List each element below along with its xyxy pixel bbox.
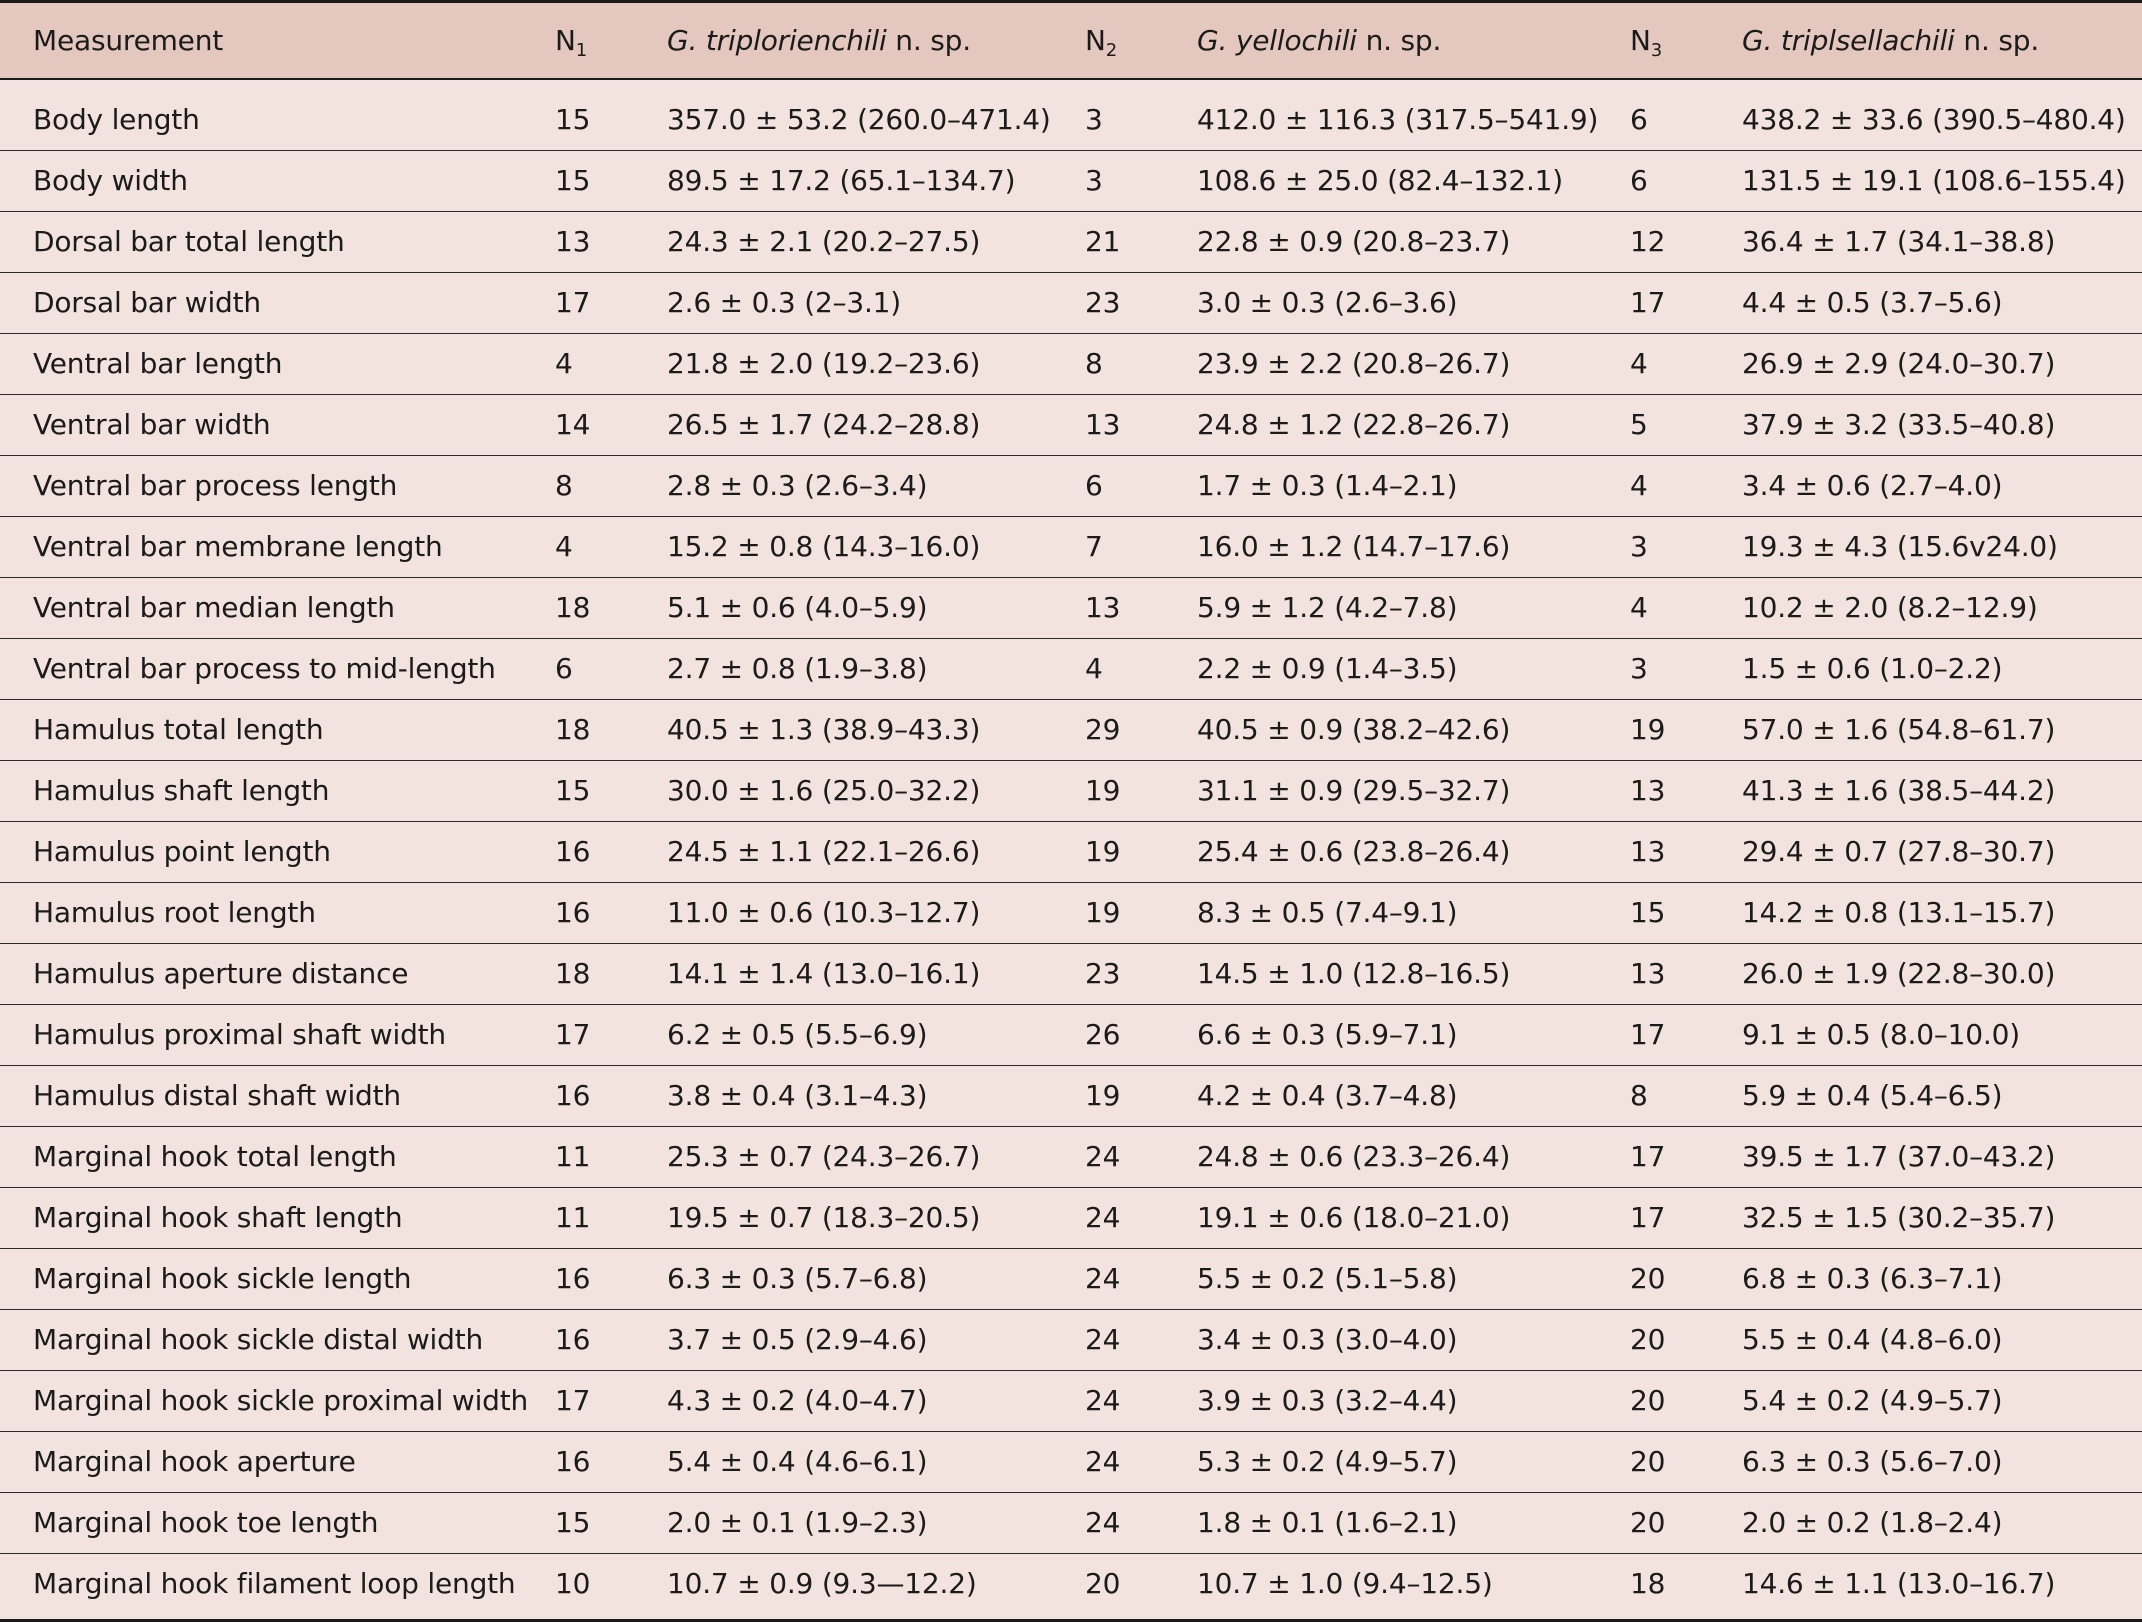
species2-value-cell: 24.8 ± 1.2 (22.8–26.7) — [1197, 408, 1511, 441]
n3-cell: 4 — [1630, 469, 1648, 502]
species1-value-cell: 357.0 ± 53.2 (260.0–471.4) — [667, 102, 1051, 136]
n2-cell: 24 — [1085, 1323, 1121, 1356]
table-row — [0, 1248, 2142, 1309]
species3-value-cell: 32.5 ± 1.5 (30.2–35.7) — [1742, 1201, 2056, 1234]
n1-cell: 16 — [555, 896, 591, 929]
n1-cell: 16 — [555, 1079, 591, 1112]
header-spacer — [0, 79, 2142, 89]
n2-cell: 19 — [1085, 835, 1121, 868]
table-row — [0, 394, 2142, 455]
species1-value-cell: 24.5 ± 1.1 (22.1–26.6) — [667, 835, 981, 868]
header-species-3: G. triplsellachili n. sp. — [1742, 24, 2040, 57]
measurement-cell: Ventral bar process to mid-length — [33, 652, 496, 685]
n1-cell: 15 — [555, 164, 591, 197]
table-row — [0, 89, 2142, 150]
n3-cell: 6 — [1630, 102, 1648, 136]
n1-cell: 15 — [555, 102, 591, 136]
measurement-cell: Marginal hook total length — [33, 1140, 397, 1173]
measurement-cell: Hamulus shaft length — [33, 774, 330, 807]
header-n3: $N_3$ — [1630, 24, 1663, 61]
species1-value-cell: 10.7 ± 0.9 (9.3—12.2) — [667, 1567, 977, 1601]
species3-value-cell: 39.5 ± 1.7 (37.0–43.2) — [1742, 1140, 2056, 1173]
measurement-cell: Marginal hook sickle distal width — [33, 1323, 484, 1356]
n3-cell: 17 — [1630, 286, 1666, 319]
species3-value-cell: 29.4 ± 0.7 (27.8–30.7) — [1742, 835, 2056, 868]
table-row — [0, 1431, 2142, 1492]
n3-cell: 20 — [1630, 1506, 1666, 1539]
header-n2: $N_2$ — [1085, 24, 1118, 61]
n1-cell: 4 — [555, 347, 573, 380]
n2-cell: 13 — [1085, 408, 1121, 441]
species1-value-cell: 3.8 ± 0.4 (3.1–4.3) — [667, 1079, 928, 1112]
n3-cell: 3 — [1630, 652, 1648, 685]
measurement-cell: Marginal hook sickle length — [33, 1262, 412, 1295]
n2-cell: 3 — [1085, 102, 1103, 136]
species3-value-cell: 26.0 ± 1.9 (22.8–30.0) — [1742, 957, 2056, 990]
measurement-cell: Hamulus total length — [33, 713, 324, 746]
measurement-cell: Dorsal bar width — [33, 286, 261, 319]
species2-value-cell: 1.8 ± 0.1 (1.6–2.1) — [1197, 1506, 1458, 1539]
species1-value-cell: 14.1 ± 1.4 (13.0–16.1) — [667, 957, 981, 990]
measurement-cell: Marginal hook shaft length — [33, 1201, 403, 1234]
n2-cell: 3 — [1085, 164, 1103, 197]
n1-cell: 14 — [555, 408, 591, 441]
n3-cell: 18 — [1630, 1567, 1666, 1601]
n3-cell: 3 — [1630, 530, 1648, 563]
n1-cell: 4 — [555, 530, 573, 563]
measurement-cell: Hamulus proximal shaft width — [33, 1018, 446, 1051]
n1-cell: 17 — [555, 1018, 591, 1051]
n3-cell: 5 — [1630, 408, 1648, 441]
n2-cell: 24 — [1085, 1262, 1121, 1295]
header-row — [0, 3, 2142, 79]
species2-value-cell: 8.3 ± 0.5 (7.4–9.1) — [1197, 896, 1458, 929]
species2-value-cell: 5.5 ± 0.2 (5.1–5.8) — [1197, 1262, 1458, 1295]
table-row — [0, 1126, 2142, 1187]
n2-cell: 6 — [1085, 469, 1103, 502]
species3-value-cell: 6.3 ± 0.3 (5.6–7.0) — [1742, 1445, 2003, 1478]
measurement-cell: Ventral bar median length — [33, 591, 395, 624]
table-row — [0, 211, 2142, 272]
species2-value-cell: 40.5 ± 0.9 (38.2–42.6) — [1197, 713, 1511, 746]
species1-value-cell: 89.5 ± 17.2 (65.1–134.7) — [667, 164, 1016, 197]
measurement-cell: Ventral bar width — [33, 408, 271, 441]
n2-cell: 23 — [1085, 957, 1121, 990]
header-species-2: G. yellochili n. sp. — [1197, 24, 1442, 57]
species2-value-cell: 4.2 ± 0.4 (3.7–4.8) — [1197, 1079, 1458, 1112]
n1-cell: 16 — [555, 835, 591, 868]
n2-cell: 8 — [1085, 347, 1103, 380]
table-row — [0, 882, 2142, 943]
species1-value-cell: 11.0 ± 0.6 (10.3–12.7) — [667, 896, 981, 929]
species1-value-cell: 25.3 ± 0.7 (24.3–26.7) — [667, 1140, 981, 1173]
species2-value-cell: 23.9 ± 2.2 (20.8–26.7) — [1197, 347, 1511, 380]
species2-value-cell: 5.9 ± 1.2 (4.2–7.8) — [1197, 591, 1458, 624]
n2-cell: 29 — [1085, 713, 1121, 746]
species3-value-cell: 3.4 ± 0.6 (2.7–4.0) — [1742, 469, 2003, 502]
table-row — [0, 333, 2142, 394]
table-row — [0, 760, 2142, 821]
species2-value-cell: 16.0 ± 1.2 (14.7–17.6) — [1197, 530, 1511, 563]
n3-cell: 13 — [1630, 835, 1666, 868]
species2-value-cell: 3.4 ± 0.3 (3.0–4.0) — [1197, 1323, 1458, 1356]
measurement-cell: Hamulus point length — [33, 835, 331, 868]
n2-cell: 20 — [1085, 1567, 1121, 1601]
species3-value-cell: 57.0 ± 1.6 (54.8–61.7) — [1742, 713, 2056, 746]
n3-cell: 15 — [1630, 896, 1666, 929]
n2-cell: 26 — [1085, 1018, 1121, 1051]
species1-value-cell: 40.5 ± 1.3 (38.9–43.3) — [667, 713, 981, 746]
species1-value-cell: 21.8 ± 2.0 (19.2–23.6) — [667, 347, 981, 380]
n1-cell: 16 — [555, 1323, 591, 1356]
species3-value-cell: 41.3 ± 1.6 (38.5–44.2) — [1742, 774, 2056, 807]
n3-cell: 20 — [1630, 1323, 1666, 1356]
species2-value-cell: 412.0 ± 116.3 (317.5–541.9) — [1197, 102, 1599, 136]
measurements-table — [0, 3, 2142, 1614]
species3-value-cell: 5.9 ± 0.4 (5.4–6.5) — [1742, 1079, 2003, 1112]
n3-cell: 4 — [1630, 347, 1648, 380]
species1-value-cell: 2.7 ± 0.8 (1.9–3.8) — [667, 652, 928, 685]
species2-value-cell: 10.7 ± 1.0 (9.4–12.5) — [1197, 1567, 1493, 1601]
measurement-cell: Marginal hook toe length — [33, 1506, 379, 1539]
table-row — [0, 1004, 2142, 1065]
header-measurement: Measurement — [33, 24, 224, 57]
table-row — [0, 1492, 2142, 1553]
measurement-cell: Dorsal bar total length — [33, 225, 345, 258]
n2-cell: 24 — [1085, 1384, 1121, 1417]
measurement-cell: Ventral bar process length — [33, 469, 398, 502]
n1-cell: 8 — [555, 469, 573, 502]
n3-cell: 6 — [1630, 164, 1648, 197]
species1-value-cell: 30.0 ± 1.6 (25.0–32.2) — [667, 774, 981, 807]
n1-cell: 11 — [555, 1201, 591, 1234]
species2-value-cell: 2.2 ± 0.9 (1.4–3.5) — [1197, 652, 1458, 685]
n1-cell: 15 — [555, 1506, 591, 1539]
n3-cell: 13 — [1630, 774, 1666, 807]
n3-cell: 13 — [1630, 957, 1666, 990]
n2-cell: 7 — [1085, 530, 1103, 563]
species1-value-cell: 15.2 ± 0.8 (14.3–16.0) — [667, 530, 981, 563]
species2-value-cell: 14.5 ± 1.0 (12.8–16.5) — [1197, 957, 1511, 990]
species3-value-cell: 36.4 ± 1.7 (34.1–38.8) — [1742, 225, 2056, 258]
table-row — [0, 516, 2142, 577]
species2-value-cell: 5.3 ± 0.2 (4.9–5.7) — [1197, 1445, 1458, 1478]
species1-value-cell: 2.0 ± 0.1 (1.9–2.3) — [667, 1506, 928, 1539]
measurement-cell: Hamulus distal shaft width — [33, 1079, 401, 1112]
table-row — [0, 1309, 2142, 1370]
species3-value-cell: 26.9 ± 2.9 (24.0–30.7) — [1742, 347, 2056, 380]
n1-cell: 17 — [555, 286, 591, 319]
species3-value-cell: 14.6 ± 1.1 (13.0–16.7) — [1742, 1567, 2056, 1601]
species3-value-cell: 131.5 ± 19.1 (108.6–155.4) — [1742, 164, 2126, 197]
species2-value-cell: 3.9 ± 0.3 (3.2–4.4) — [1197, 1384, 1458, 1417]
species3-value-cell: 6.8 ± 0.3 (6.3–7.1) — [1742, 1262, 2003, 1295]
table-row — [0, 943, 2142, 1004]
n1-cell: 6 — [555, 652, 573, 685]
species2-value-cell: 24.8 ± 0.6 (23.3–26.4) — [1197, 1140, 1511, 1173]
species2-value-cell: 6.6 ± 0.3 (5.9–7.1) — [1197, 1018, 1458, 1051]
species2-value-cell: 19.1 ± 0.6 (18.0–21.0) — [1197, 1201, 1511, 1234]
table-row — [0, 455, 2142, 516]
species1-value-cell: 5.4 ± 0.4 (4.6–6.1) — [667, 1445, 928, 1478]
species3-value-cell: 4.4 ± 0.5 (3.7–5.6) — [1742, 286, 2003, 319]
species1-value-cell: 4.3 ± 0.2 (4.0–4.7) — [667, 1384, 928, 1417]
table-row — [0, 1065, 2142, 1126]
n2-cell: 4 — [1085, 652, 1103, 685]
table-row — [0, 638, 2142, 699]
table-row — [0, 1370, 2142, 1431]
table-row — [0, 821, 2142, 882]
species1-value-cell: 5.1 ± 0.6 (4.0–5.9) — [667, 591, 928, 624]
table-row — [0, 1187, 2142, 1248]
species2-value-cell: 25.4 ± 0.6 (23.8–26.4) — [1197, 835, 1511, 868]
n2-cell: 24 — [1085, 1506, 1121, 1539]
n1-cell: 16 — [555, 1262, 591, 1295]
measurement-cell: Body length — [33, 102, 200, 136]
measurement-cell: Marginal hook filament loop length — [33, 1567, 516, 1601]
species3-value-cell: 9.1 ± 0.5 (8.0–10.0) — [1742, 1018, 2020, 1051]
table-row — [0, 1553, 2142, 1614]
species3-value-cell: 37.9 ± 3.2 (33.5–40.8) — [1742, 408, 2056, 441]
table-body — [0, 79, 2142, 1614]
measurement-cell: Ventral bar membrane length — [33, 530, 443, 563]
species3-value-cell: 1.5 ± 0.6 (1.0–2.2) — [1742, 652, 2003, 685]
n3-cell: 12 — [1630, 225, 1666, 258]
header-species-1: G. triplorienchili n. sp. — [667, 24, 971, 57]
n1-cell: 17 — [555, 1384, 591, 1417]
species3-value-cell: 14.2 ± 0.8 (13.1–15.7) — [1742, 896, 2056, 929]
species2-value-cell: 108.6 ± 25.0 (82.4–132.1) — [1197, 164, 1564, 197]
measurement-cell: Marginal hook aperture — [33, 1445, 356, 1478]
n3-cell: 17 — [1630, 1140, 1666, 1173]
species2-value-cell: 3.0 ± 0.3 (2.6–3.6) — [1197, 286, 1458, 319]
n1-cell: 13 — [555, 225, 591, 258]
n3-cell: 19 — [1630, 713, 1666, 746]
measurement-cell: Marginal hook sickle proximal width — [33, 1384, 529, 1417]
n3-cell: 20 — [1630, 1262, 1666, 1295]
n1-cell: 18 — [555, 591, 591, 624]
n1-cell: 15 — [555, 774, 591, 807]
species2-value-cell: 31.1 ± 0.9 (29.5–32.7) — [1197, 774, 1511, 807]
n1-cell: 16 — [555, 1445, 591, 1478]
table-row — [0, 577, 2142, 638]
n1-cell: 10 — [555, 1567, 591, 1601]
n2-cell: 19 — [1085, 896, 1121, 929]
measurement-cell: Hamulus root length — [33, 896, 316, 929]
species1-value-cell: 19.5 ± 0.7 (18.3–20.5) — [667, 1201, 981, 1234]
measurement-cell: Hamulus aperture distance — [33, 957, 409, 990]
species1-value-cell: 2.8 ± 0.3 (2.6–3.4) — [667, 469, 928, 502]
table-row — [0, 699, 2142, 760]
species1-value-cell: 26.5 ± 1.7 (24.2–28.8) — [667, 408, 981, 441]
species3-value-cell: 438.2 ± 33.6 (390.5–480.4) — [1742, 102, 2126, 136]
n3-cell: 8 — [1630, 1079, 1648, 1112]
species3-value-cell: 5.5 ± 0.4 (4.8–6.0) — [1742, 1323, 2003, 1356]
measurement-cell: Body width — [33, 164, 188, 197]
n3-cell: 17 — [1630, 1018, 1666, 1051]
table-header — [0, 3, 2142, 79]
species1-value-cell: 2.6 ± 0.3 (2–3.1) — [667, 286, 902, 319]
n2-cell: 13 — [1085, 591, 1121, 624]
n3-cell: 4 — [1630, 591, 1648, 624]
n2-cell: 19 — [1085, 1079, 1121, 1112]
species2-value-cell: 1.7 ± 0.3 (1.4–2.1) — [1197, 469, 1458, 502]
n2-cell: 21 — [1085, 225, 1121, 258]
n2-cell: 24 — [1085, 1445, 1121, 1478]
table-row — [0, 272, 2142, 333]
species3-value-cell: 10.2 ± 2.0 (8.2–12.9) — [1742, 591, 2038, 624]
species1-value-cell: 24.3 ± 2.1 (20.2–27.5) — [667, 225, 981, 258]
species3-value-cell: 19.3 ± 4.3 (15.6v24.0) — [1742, 530, 2058, 563]
n2-cell: 19 — [1085, 774, 1121, 807]
n2-cell: 24 — [1085, 1201, 1121, 1234]
n2-cell: 24 — [1085, 1140, 1121, 1173]
species1-value-cell: 6.3 ± 0.3 (5.7–6.8) — [667, 1262, 928, 1295]
n1-cell: 18 — [555, 713, 591, 746]
species1-value-cell: 3.7 ± 0.5 (2.9–4.6) — [667, 1323, 928, 1356]
table-row — [0, 150, 2142, 211]
n2-cell: 23 — [1085, 286, 1121, 319]
species3-value-cell: 5.4 ± 0.2 (4.9–5.7) — [1742, 1384, 2003, 1417]
n3-cell: 20 — [1630, 1384, 1666, 1417]
n1-cell: 11 — [555, 1140, 591, 1173]
species3-value-cell: 2.0 ± 0.2 (1.8–2.4) — [1742, 1506, 2003, 1539]
species2-value-cell: 22.8 ± 0.9 (20.8–23.7) — [1197, 225, 1511, 258]
header-n1: $N_1$ — [555, 24, 588, 61]
n1-cell: 18 — [555, 957, 591, 990]
n3-cell: 20 — [1630, 1445, 1666, 1478]
n3-cell: 17 — [1630, 1201, 1666, 1234]
measurement-cell: Ventral bar length — [33, 347, 283, 380]
species1-value-cell: 6.2 ± 0.5 (5.5–6.9) — [667, 1018, 928, 1051]
